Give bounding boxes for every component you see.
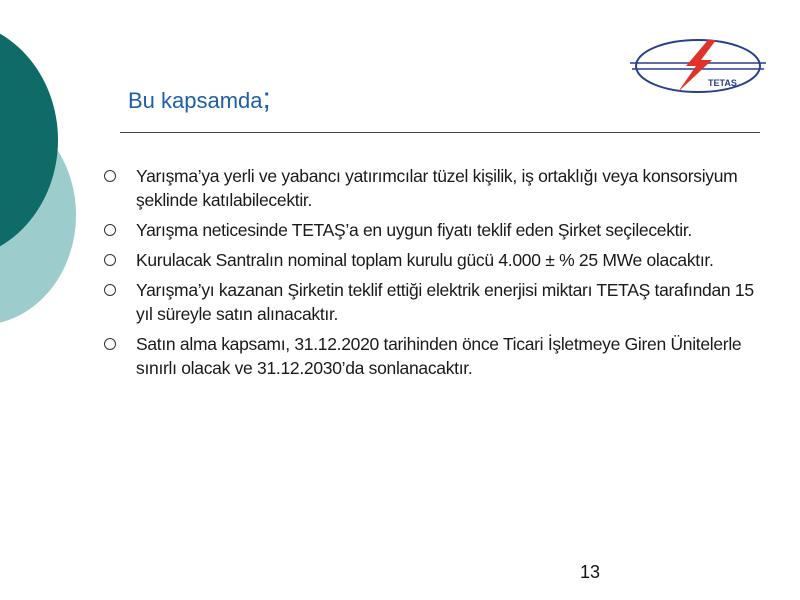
bullet-circle-icon [104,338,116,350]
bullet-item: Satın alma kapsamı, 31.12.2020 tarihinden önce Ticari İşletmeye Giren Ünitelerle sınırlı olacak ve 31.12.2030’da sonlanacaktır. [104,332,754,380]
bullet-circle-icon [104,284,116,296]
bullet-circle-icon [104,170,116,182]
tetas-logo [628,36,768,96]
slide-title-suffix: ; [262,82,271,115]
slide-title [128,82,271,116]
bullet-item: Yarışma neticesinde TETAŞ’a en uygun fiyatı teklif eden Şirket seçilecektir. [104,218,754,242]
bullet-item: Kurulacak Santralın nominal toplam kurulu gücü 4.000 ± % 25 MWe olacaktır. [104,248,754,272]
bullet-circle-icon [104,254,116,266]
bullet-item: Yarışma’ya yerli ve yabancı yatırımcılar tüzel kişilik, iş ortaklığı veya konsorsiyum şeklinde katılabilecektir. [104,164,754,212]
slide-title-text: Bu kapsamda [128,88,263,113]
logo-text: TETAŞ [708,78,737,88]
bullet-list [104,164,754,386]
page-number: 13 [580,562,601,582]
decorative-circles [0,0,120,340]
bullet-item: Yarışma’yı kazanan Şirketin teklif ettiği elektrik enerjisi miktarı TETAŞ tarafından 15 yıl süreyle satın alınacaktır. [104,278,754,326]
title-divider [120,132,760,133]
bullet-circle-icon [104,224,116,236]
